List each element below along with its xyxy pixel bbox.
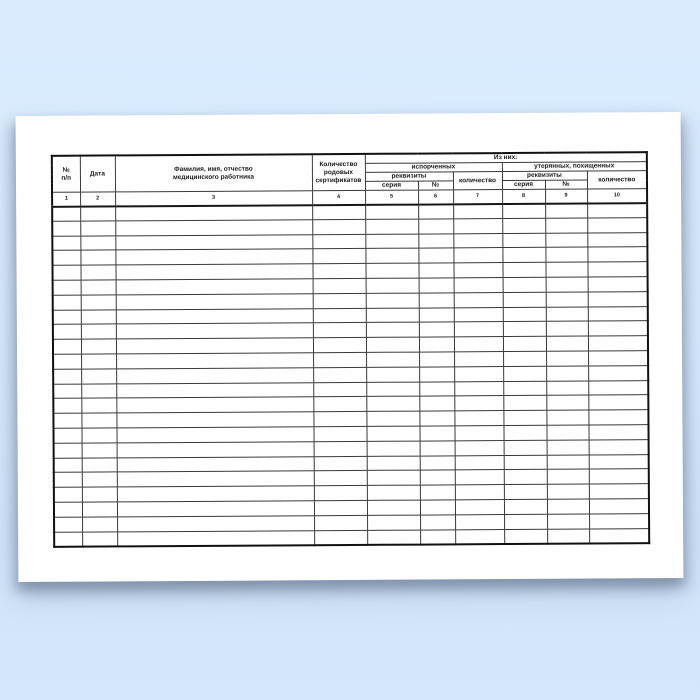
empty-cell: [117, 501, 314, 517]
empty-cell: [420, 455, 455, 470]
empty-cell: [589, 454, 649, 469]
table-row: [54, 528, 649, 546]
empty-cell: [366, 337, 419, 352]
empty-cell: [82, 443, 117, 458]
empty-cell: [53, 354, 81, 369]
empty-cell: [81, 324, 116, 339]
empty-cell: [367, 470, 420, 485]
empty-cell: [54, 502, 82, 517]
empty-cell: [588, 380, 648, 395]
empty-cell: [588, 410, 648, 425]
empty-cell: [312, 264, 365, 279]
empty-cell: [589, 528, 649, 543]
empty-cell: [366, 426, 419, 441]
header-cell-of-them: Из них:: [365, 152, 647, 163]
empty-cell: [52, 221, 80, 236]
empty-cell: [547, 484, 589, 499]
header-cell-qty: Количество родовых сертификатов: [312, 154, 365, 191]
empty-cell: [502, 248, 545, 263]
paper-sheet: [16, 112, 684, 582]
empty-cell: [454, 307, 503, 322]
empty-cell: [52, 251, 80, 266]
empty-cell: [546, 410, 588, 425]
empty-cell: [313, 397, 366, 412]
empty-cell: [504, 529, 547, 544]
empty-cell: [365, 248, 418, 263]
column-number-cell: 8: [502, 189, 545, 203]
empty-cell: [53, 325, 81, 340]
table-header: [52, 152, 647, 206]
empty-cell: [313, 352, 366, 367]
empty-cell: [420, 485, 455, 500]
empty-cell: [82, 517, 117, 532]
empty-cell: [503, 366, 546, 381]
table-body: [52, 203, 649, 547]
empty-cell: [54, 472, 82, 487]
empty-cell: [418, 204, 453, 219]
empty-cell: [420, 470, 455, 485]
empty-cell: [454, 366, 503, 381]
column-number-cell: 9: [545, 189, 587, 203]
empty-cell: [502, 233, 545, 248]
empty-cell: [313, 426, 366, 441]
empty-cell: [313, 367, 366, 382]
column-number-cell: 6: [418, 190, 453, 204]
empty-cell: [54, 517, 82, 532]
empty-cell: [589, 484, 649, 499]
empty-cell: [587, 247, 647, 262]
empty-cell: [454, 322, 503, 337]
empty-cell: [366, 367, 419, 382]
header-cell-quantity-spoiled: количество: [453, 172, 502, 190]
empty-cell: [313, 293, 366, 308]
empty-cell: [453, 233, 502, 248]
empty-cell: [502, 203, 545, 218]
empty-cell: [367, 485, 420, 500]
empty-cell: [366, 308, 419, 323]
empty-cell: [81, 310, 116, 325]
empty-cell: [454, 411, 503, 426]
empty-cell: [366, 322, 419, 337]
empty-cell: [588, 365, 648, 380]
header-cell-series-spoiled: серия: [365, 181, 418, 190]
empty-cell: [545, 262, 587, 277]
empty-cell: [547, 529, 589, 544]
empty-cell: [503, 381, 546, 396]
empty-cell: [503, 425, 546, 440]
empty-cell: [366, 382, 419, 397]
empty-cell: [366, 396, 419, 411]
empty-cell: [454, 352, 503, 367]
empty-cell: [115, 205, 312, 221]
empty-cell: [504, 499, 547, 514]
empty-cell: [117, 471, 314, 487]
empty-cell: [53, 413, 81, 428]
empty-cell: [545, 203, 587, 218]
column-number-cell: 7: [453, 190, 502, 204]
empty-cell: [117, 441, 314, 457]
empty-cell: [366, 278, 419, 293]
empty-cell: [546, 321, 588, 336]
empty-cell: [367, 530, 420, 545]
empty-cell: [418, 219, 453, 234]
empty-cell: [546, 425, 588, 440]
empty-cell: [503, 410, 546, 425]
empty-cell: [546, 307, 588, 322]
empty-cell: [546, 395, 588, 410]
empty-cell: [82, 502, 117, 517]
empty-cell: [314, 456, 367, 471]
empty-cell: [81, 413, 116, 428]
header-cell-requisites-lost: реквизиты: [502, 171, 587, 181]
empty-cell: [313, 382, 366, 397]
empty-cell: [80, 236, 115, 251]
empty-cell: [547, 499, 589, 514]
empty-cell: [587, 232, 647, 247]
header-cell-no: № п/п: [52, 156, 80, 193]
empty-cell: [52, 265, 80, 280]
empty-cell: [116, 397, 313, 413]
empty-cell: [419, 367, 454, 382]
empty-cell: [314, 486, 367, 501]
empty-cell: [54, 458, 82, 473]
empty-cell: [116, 427, 313, 443]
empty-cell: [503, 292, 546, 307]
empty-cell: [547, 469, 589, 484]
empty-cell: [115, 264, 312, 280]
empty-cell: [419, 426, 454, 441]
header-cell-num-lost: №: [545, 180, 587, 189]
empty-cell: [81, 354, 116, 369]
header-cell-quantity-lost: количество: [587, 171, 647, 189]
empty-cell: [81, 369, 116, 384]
empty-cell: [54, 487, 82, 502]
empty-cell: [53, 384, 81, 399]
column-number-cell: 1: [52, 192, 80, 206]
header-cell-lost-stolen: утерянных, похищенных: [502, 162, 647, 172]
empty-cell: [502, 218, 545, 233]
empty-cell: [367, 515, 420, 530]
empty-cell: [419, 381, 454, 396]
empty-cell: [116, 308, 313, 324]
empty-cell: [312, 249, 365, 264]
empty-cell: [82, 457, 117, 472]
empty-cell: [420, 515, 455, 530]
empty-cell: [589, 513, 649, 528]
empty-cell: [455, 470, 504, 485]
empty-cell: [454, 396, 503, 411]
empty-cell: [116, 279, 313, 295]
empty-cell: [314, 515, 367, 530]
empty-cell: [547, 455, 589, 470]
empty-cell: [455, 485, 504, 500]
empty-cell: [454, 292, 503, 307]
empty-cell: [547, 440, 589, 455]
empty-cell: [454, 426, 503, 441]
empty-cell: [313, 338, 366, 353]
empty-cell: [546, 292, 588, 307]
header-cell-num-spoiled: №: [418, 181, 453, 190]
empty-cell: [53, 280, 81, 295]
empty-cell: [116, 323, 313, 339]
empty-cell: [502, 262, 545, 277]
empty-cell: [504, 455, 547, 470]
empty-cell: [455, 455, 504, 470]
empty-cell: [503, 277, 546, 292]
empty-cell: [455, 514, 504, 529]
empty-cell: [365, 263, 418, 278]
empty-cell: [365, 234, 418, 249]
empty-cell: [419, 278, 454, 293]
empty-cell: [589, 439, 649, 454]
empty-cell: [116, 412, 313, 428]
column-number-cell: 2: [80, 192, 115, 206]
empty-cell: [588, 306, 648, 321]
empty-cell: [312, 219, 365, 234]
empty-cell: [420, 441, 455, 456]
empty-cell: [589, 469, 649, 484]
empty-cell: [419, 396, 454, 411]
empty-cell: [545, 233, 587, 248]
empty-cell: [546, 277, 588, 292]
empty-cell: [81, 295, 116, 310]
empty-cell: [588, 336, 648, 351]
empty-cell: [545, 218, 587, 233]
empty-cell: [419, 352, 454, 367]
empty-cell: [117, 456, 314, 472]
empty-cell: [313, 323, 366, 338]
empty-cell: [53, 339, 81, 354]
empty-cell: [455, 529, 504, 544]
empty-cell: [81, 428, 116, 443]
empty-cell: [82, 487, 117, 502]
header-cell-name: Фамилия, имя, отчество медицинского работника: [115, 154, 312, 192]
empty-cell: [312, 204, 365, 219]
empty-cell: [504, 470, 547, 485]
empty-cell: [547, 514, 589, 529]
empty-cell: [115, 249, 312, 265]
empty-cell: [53, 295, 81, 310]
empty-cell: [587, 262, 647, 277]
empty-cell: [53, 398, 81, 413]
empty-cell: [453, 263, 502, 278]
empty-cell: [115, 234, 312, 250]
empty-cell: [418, 263, 453, 278]
column-number-cell: 10: [587, 189, 647, 203]
column-number-cell: 4: [312, 190, 365, 204]
empty-cell: [116, 294, 313, 310]
empty-cell: [116, 338, 313, 354]
empty-cell: [454, 381, 503, 396]
empty-cell: [546, 336, 588, 351]
empty-cell: [453, 218, 502, 233]
empty-cell: [366, 352, 419, 367]
empty-cell: [80, 250, 115, 265]
empty-cell: [588, 395, 648, 410]
empty-cell: [367, 500, 420, 515]
empty-cell: [80, 206, 115, 221]
empty-cell: [312, 234, 365, 249]
header-cell-series-lost: серия: [502, 180, 545, 189]
empty-cell: [503, 322, 546, 337]
empty-cell: [455, 499, 504, 514]
empty-cell: [53, 369, 81, 384]
empty-cell: [589, 499, 649, 514]
empty-cell: [117, 486, 314, 502]
empty-cell: [588, 291, 648, 306]
empty-cell: [117, 515, 314, 531]
column-number-cell: 3: [115, 191, 312, 206]
empty-cell: [81, 339, 116, 354]
empty-cell: [117, 530, 314, 546]
empty-cell: [366, 293, 419, 308]
empty-cell: [588, 321, 648, 336]
empty-cell: [116, 382, 313, 398]
empty-cell: [420, 529, 455, 544]
empty-cell: [503, 396, 546, 411]
empty-cell: [81, 383, 116, 398]
empty-cell: [314, 441, 367, 456]
empty-cell: [53, 310, 81, 325]
empty-cell: [419, 293, 454, 308]
empty-cell: [453, 248, 502, 263]
registry-table: [51, 151, 650, 547]
empty-cell: [81, 280, 116, 295]
empty-cell: [54, 532, 82, 547]
empty-cell: [503, 336, 546, 351]
empty-cell: [454, 278, 503, 293]
empty-cell: [503, 307, 546, 322]
empty-cell: [313, 412, 366, 427]
empty-cell: [453, 204, 502, 219]
header-cell-date: Дата: [80, 155, 115, 192]
empty-cell: [53, 428, 81, 443]
empty-cell: [366, 411, 419, 426]
header-cell-requisites-spoiled: реквизиты: [365, 172, 453, 182]
empty-cell: [365, 219, 418, 234]
empty-cell: [81, 398, 116, 413]
empty-cell: [314, 530, 367, 545]
empty-cell: [419, 322, 454, 337]
empty-cell: [314, 471, 367, 486]
empty-cell: [54, 443, 82, 458]
empty-cell: [419, 337, 454, 352]
empty-cell: [115, 220, 312, 236]
empty-cell: [80, 221, 115, 236]
empty-cell: [546, 366, 588, 381]
empty-cell: [588, 351, 648, 366]
empty-cell: [419, 411, 454, 426]
header-cell-spoiled: испорченных: [365, 163, 502, 173]
empty-cell: [365, 204, 418, 219]
empty-cell: [52, 206, 80, 221]
empty-cell: [455, 440, 504, 455]
empty-cell: [503, 351, 546, 366]
empty-cell: [546, 351, 588, 366]
empty-cell: [545, 247, 587, 262]
empty-cell: [314, 500, 367, 515]
empty-cell: [588, 277, 648, 292]
empty-cell: [82, 472, 117, 487]
empty-cell: [80, 265, 115, 280]
empty-cell: [454, 337, 503, 352]
empty-cell: [418, 233, 453, 248]
empty-cell: [418, 248, 453, 263]
empty-cell: [504, 514, 547, 529]
empty-cell: [313, 278, 366, 293]
empty-cell: [82, 531, 117, 546]
empty-cell: [313, 308, 366, 323]
empty-cell: [587, 217, 647, 232]
empty-cell: [504, 484, 547, 499]
empty-cell: [419, 307, 454, 322]
empty-cell: [420, 500, 455, 515]
empty-cell: [504, 440, 547, 455]
column-number-cell: 5: [365, 190, 418, 204]
empty-cell: [52, 236, 80, 251]
empty-cell: [367, 456, 420, 471]
empty-cell: [116, 367, 313, 383]
empty-cell: [587, 203, 647, 218]
empty-cell: [116, 353, 313, 369]
empty-cell: [546, 381, 588, 396]
empty-cell: [367, 441, 420, 456]
empty-cell: [588, 425, 648, 440]
